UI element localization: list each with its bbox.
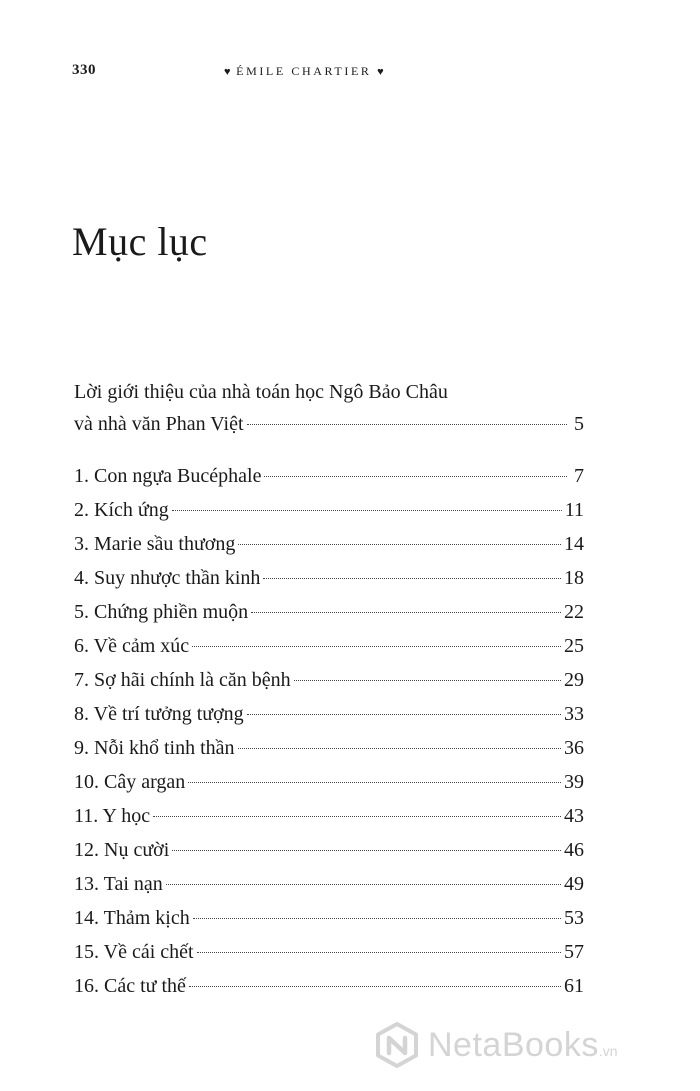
entry-page-number: 25 bbox=[564, 635, 584, 657]
toc-entry[interactable] bbox=[74, 663, 584, 697]
intro-line-2 bbox=[74, 408, 584, 440]
toc-entries bbox=[74, 459, 584, 1003]
entry-label: 5. Chứng phiền muộn bbox=[74, 601, 249, 623]
entry-label: 10. Cây argan bbox=[74, 771, 186, 793]
entry-label: 9. Nỗi khổ tinh thần bbox=[74, 737, 235, 759]
dot-leader bbox=[189, 986, 561, 987]
entry-label: 6. Về cảm xúc bbox=[74, 635, 190, 657]
entry-page-number: 33 bbox=[564, 703, 584, 725]
entry-page-number: 49 bbox=[564, 873, 584, 895]
intro-page-number: 5 bbox=[574, 413, 584, 435]
dot-leader bbox=[192, 646, 561, 647]
dot-leader bbox=[247, 424, 567, 425]
intro-line-1: Lời giới thiệu của nhà toán học Ngô Bảo Châu bbox=[74, 381, 448, 403]
watermark-text bbox=[428, 1026, 618, 1065]
toc-entry[interactable] bbox=[74, 697, 584, 731]
entry-label: 2. Kích ứng bbox=[74, 499, 169, 521]
entry-label: 4. Suy nhược thần kinh bbox=[74, 567, 261, 589]
entry-label: 1. Con ngựa Bucéphale bbox=[74, 465, 262, 487]
dot-leader bbox=[238, 748, 561, 749]
toc-title: Mục lục bbox=[72, 219, 208, 264]
heart-ornament-icon: ♥ bbox=[377, 66, 384, 78]
dot-leader bbox=[247, 714, 561, 715]
toc-entry[interactable] bbox=[74, 935, 584, 969]
entry-page-number: 57 bbox=[564, 941, 584, 963]
dot-leader bbox=[197, 952, 561, 953]
page-number: 330 bbox=[72, 62, 96, 78]
entry-label: 8. Về trí tưởng tượng bbox=[74, 703, 244, 725]
entry-label: 13. Tai nạn bbox=[74, 873, 163, 895]
entry-page-number: 43 bbox=[564, 805, 584, 827]
intro-label: và nhà văn Phan Việt bbox=[74, 413, 244, 435]
running-head bbox=[224, 64, 384, 79]
dot-leader bbox=[172, 510, 562, 511]
entry-label: 16. Các tư thế bbox=[74, 975, 186, 997]
watermark-brand: NetaBooks bbox=[428, 1025, 599, 1064]
entry-page-number: 18 bbox=[564, 567, 584, 589]
entry-label: 15. Về cái chết bbox=[74, 941, 194, 963]
heart-ornament-icon: ♥ bbox=[224, 66, 231, 78]
toc-entry[interactable] bbox=[74, 833, 584, 867]
dot-leader bbox=[263, 578, 561, 579]
toc-entry[interactable] bbox=[74, 629, 584, 663]
dot-leader bbox=[264, 476, 567, 477]
dot-leader bbox=[251, 612, 561, 613]
netabooks-watermark bbox=[374, 1022, 618, 1068]
entry-page-number: 53 bbox=[564, 907, 584, 929]
entry-page-number: 29 bbox=[564, 669, 584, 691]
entry-label: 7. Sợ hãi chính là căn bệnh bbox=[74, 669, 291, 691]
watermark-suffix: .vn bbox=[598, 1042, 618, 1059]
dot-leader bbox=[238, 544, 561, 545]
running-head-author: ÉMILE CHARTIER bbox=[236, 64, 372, 78]
entry-label: 14. Thảm kịch bbox=[74, 907, 190, 929]
entry-page-number: 39 bbox=[564, 771, 584, 793]
toc-entry[interactable] bbox=[74, 765, 584, 799]
entry-label: 11. Y học bbox=[74, 805, 151, 827]
toc-entry[interactable] bbox=[74, 731, 584, 765]
dot-leader bbox=[188, 782, 561, 783]
toc-entry[interactable] bbox=[74, 493, 584, 527]
toc-entry[interactable] bbox=[74, 595, 584, 629]
entry-page-number: 61 bbox=[564, 975, 584, 997]
toc-entry[interactable] bbox=[74, 799, 584, 833]
dot-leader bbox=[193, 918, 561, 919]
entry-page-number: 14 bbox=[564, 533, 584, 555]
entry-page-number: 36 bbox=[564, 737, 584, 759]
dot-leader bbox=[172, 850, 561, 851]
entry-label: 3. Marie sầu thương bbox=[74, 533, 236, 555]
toc-entry[interactable] bbox=[74, 969, 584, 1003]
dot-leader bbox=[166, 884, 561, 885]
entry-page-number: 46 bbox=[564, 839, 584, 861]
page-header bbox=[72, 62, 590, 84]
netabooks-logo-icon bbox=[374, 1022, 420, 1068]
dot-leader bbox=[153, 816, 561, 817]
entry-page-number: 7 bbox=[574, 465, 584, 487]
dot-leader bbox=[294, 680, 561, 681]
toc-entry[interactable] bbox=[74, 527, 584, 561]
entry-label: 12. Nụ cười bbox=[74, 839, 170, 861]
toc-intro-entry[interactable] bbox=[74, 376, 584, 440]
entry-page-number: 22 bbox=[564, 601, 584, 623]
toc-entry[interactable] bbox=[74, 561, 584, 595]
toc-entry[interactable] bbox=[74, 867, 584, 901]
toc-entry[interactable] bbox=[74, 901, 584, 935]
toc-entry[interactable] bbox=[74, 459, 584, 493]
entry-page-number: 11 bbox=[564, 499, 584, 521]
